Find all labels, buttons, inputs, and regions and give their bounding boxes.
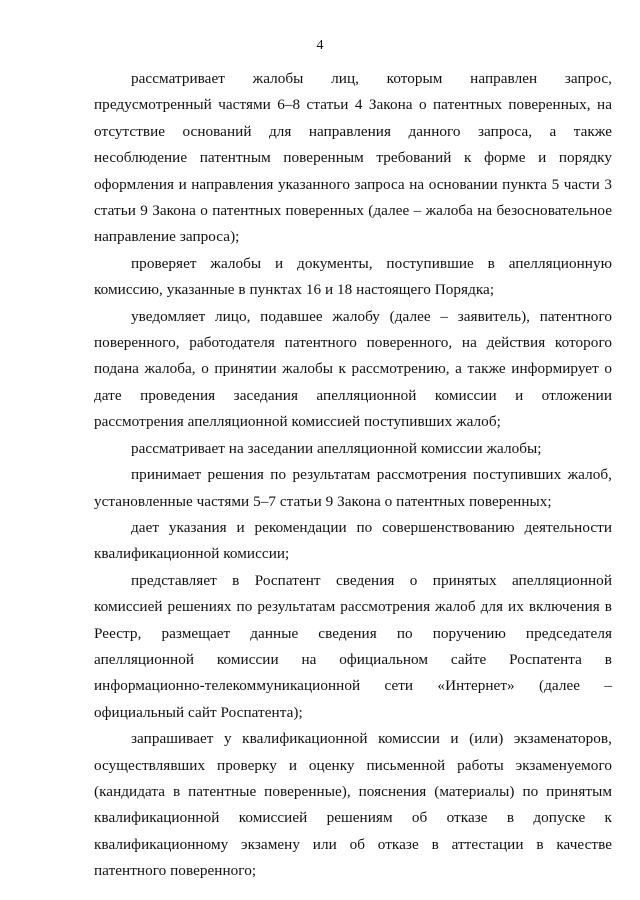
paragraph-reviews-at-meeting: рассматривает на заседании апелляционной комиссии жалобы; [131,439,542,457]
paragraph-gives-recommendations: дает указания и рекомендации по совершенствованию деятельности квалификационной комиссии; [94,518,612,563]
paragraph-appeals-on-unfounded-request: рассматривает жалобы лиц, которым направлен запрос, предусмотренный частями 6–8 статьи 4 Закона о патентных поверенных, на отсутствие оснований для направления данного запроса, а также несоблюдение патентным поверенным требований к форме и порядку оформления и направления указанного запроса на основании пункта 5 части 3 статьи 9 Закона о патентных поверенных (далее – жалоба на безосновательное направление запроса); [94,70,612,246]
document-body [94,66,612,885]
paragraph-submits-to-rospatent: представляет в Роспатент сведения о принятых апелляционной комиссией решениях по результатам рассмотрения жалоб для их включения в Реестр, размещает данные сведения по поручению председателя апелляционной комиссии на официальном сайте Роспатента в информационно-телекоммуникационной сети «Интернет» (далее – официальный сайт Роспатента); [94,571,612,721]
paragraph-requests-explanations: запрашивает у квалификационной комиссии и (или) экзаменаторов, осуществлявших проверку и оценку письменной работы экзаменуемого (кандидата в патентные поверенные), пояснения (материалы) по принятым квалификационной комиссией решениям об отказе в допуске к квалификационному экзамену или об отказе в аттестации в качестве патентного поверенного; [94,730,612,880]
paragraph-notifies-applicant: уведомляет лицо, подавшее жалобу (далее – заявитель), патентного поверенного, работодателя патентного поверенного, на действия которого подана жалоба, о принятии жалобы к рассмотрению, а также информирует о дате проведения заседания апелляционной комиссии и отложении рассмотрения апелляционной комиссией поступивших жалоб; [94,307,612,431]
paragraph-checks-complaints: проверяет жалобы и документы, поступившие в апелляционную комиссию, указанные в пунктах 16 и 18 настоящего Порядка; [94,254,612,299]
page-number: 4 [316,38,324,53]
paragraph-makes-decisions: принимает решения по результатам рассмотрения поступивших жалоб, установленные частями 5–7 статьи 9 Закона о патентных поверенных; [94,466,612,510]
